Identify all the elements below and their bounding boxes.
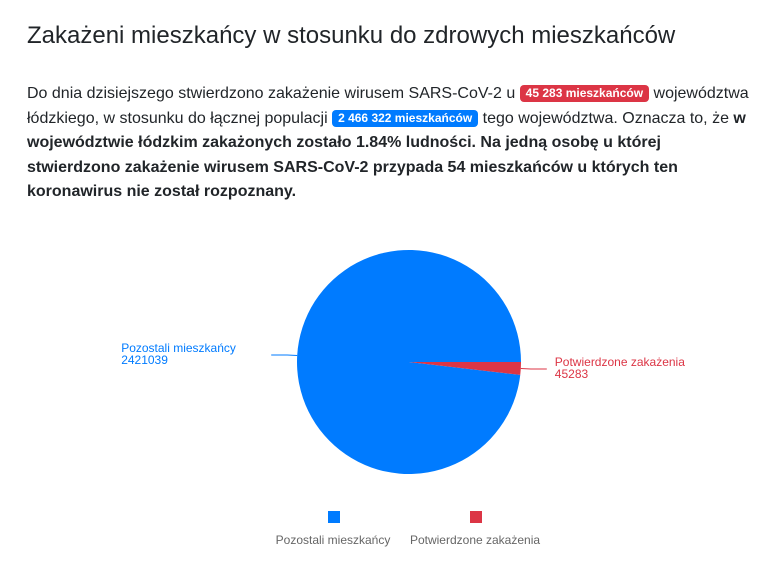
population-count-badge: 2 466 322 mieszkańców — [332, 110, 478, 127]
data-label-name-pozostali-mieszkancy: Pozostali mieszkańcy — [121, 340, 236, 355]
data-label-value-pozostali-mieszkancy: 2421039 — [121, 352, 168, 367]
infected-count-badge: 45 283 mieszkańców — [520, 85, 649, 102]
leader-line-potwierdzone-zakazenia — [521, 368, 547, 369]
description-highlight: w województwie łódzkim zakażonych zostało 1.84% ludności. Na jedną osobę u której stwierdzono zakażenie wirusem SARS-CoV-2 przypada 54 mieszkańców u których ten koronawirus nie został rozpoznany. — [27, 109, 746, 200]
legend-marker-potwierdzone-zakazenia — [470, 511, 482, 523]
description-text-2: województwa łódzkiego, w stosunku do łącznej populacji — [27, 85, 749, 127]
description-paragraph — [27, 82, 752, 205]
data-label-name-potwierdzone-zakazenia: Potwierdzone zakażenia — [554, 355, 685, 370]
leader-line-pozostali-mieszkancy — [271, 355, 297, 356]
description-text-3: tego województwa. Oznacza to, że — [478, 109, 734, 127]
legend-label-pozostali-mieszkancy: Pozostali mieszkańcy — [275, 533, 391, 547]
description-text-1: Do dnia dzisiejszego stwierdzono zakażenie wirusem SARS-CoV-2 u — [27, 85, 520, 102]
data-label-value-potwierdzone-zakazenia: 45283 — [554, 367, 589, 382]
pie-chart — [0, 200, 777, 577]
legend-marker-pozostali-mieszkancy — [328, 511, 340, 523]
page-title: Zakażeni mieszkańcy w stosunku do zdrowych mieszkańców — [27, 22, 676, 49]
legend-label-potwierdzone-zakazenia: Potwierdzone zakażenia — [409, 533, 541, 547]
